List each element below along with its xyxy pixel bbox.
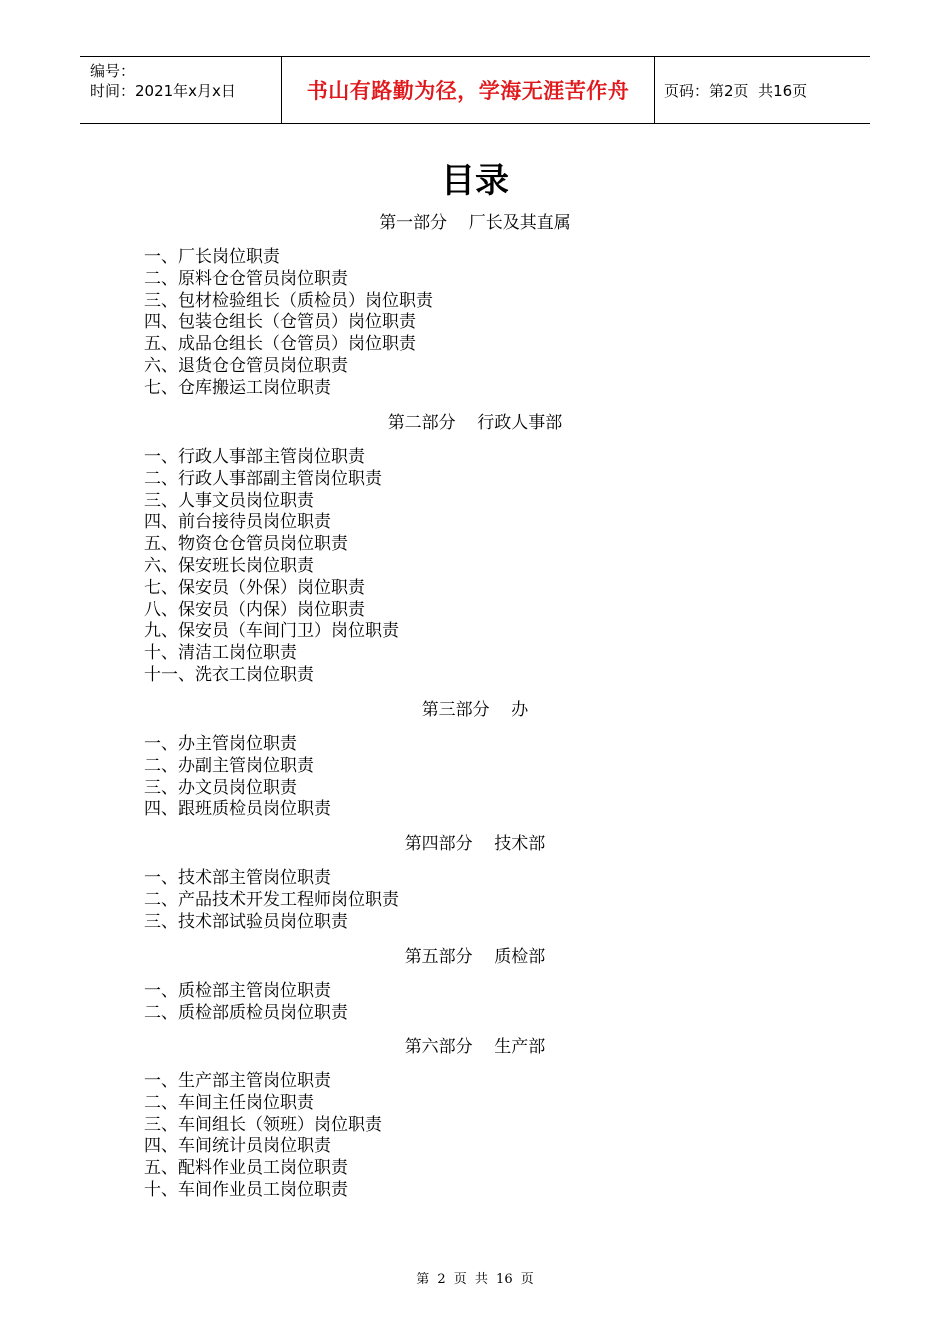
list-item: 二、办副主管岗位职责: [144, 755, 314, 776]
section-heading-1: 第一部分 厂长及其直属: [379, 213, 571, 233]
section-list-4: [144, 868, 399, 933]
header-motto: 书山有路勤为径，学海无涯苦作舟: [281, 57, 655, 123]
section-heading-5: 第五部分 质检部: [404, 947, 546, 967]
list-item: 十一、洗衣工岗位职责: [144, 664, 314, 685]
list-item: 四、前台接待员岗位职责: [144, 512, 331, 533]
page-title: 目录: [441, 161, 509, 201]
list-item: 四、包装仓组长（仓管员）岗位职责: [144, 312, 416, 333]
list-item: 一、质检部主管岗位职责: [144, 981, 331, 1001]
section-heading-6: 第六部分 生产部: [404, 1037, 546, 1057]
list-item: 六、保安班长岗位职责: [144, 555, 314, 576]
list-item: 七、保安员（外保）岗位职责: [144, 577, 365, 598]
list-item: 一、技术部主管岗位职责: [144, 868, 331, 888]
number-label: 编号：: [90, 62, 136, 80]
list-item: 二、质检部质检员岗位职责: [144, 1002, 348, 1023]
list-item: 八、保安员（内保）岗位职责: [144, 599, 365, 620]
list-item: 一、办主管岗位职责: [144, 734, 297, 754]
time-label: 时间：2021年x月x日: [90, 82, 236, 100]
list-item: 九、保安员（车间门卫）岗位职责: [144, 621, 399, 642]
list-item: 七、仓库搬运工岗位职责: [144, 377, 331, 398]
list-item: 四、车间统计员岗位职责: [144, 1136, 331, 1157]
page-info: 页码：第2页 共16页: [664, 81, 808, 100]
list-item: 三、车间组长（领班）岗位职责: [144, 1114, 382, 1135]
list-item: 二、产品技术开发工程师岗位职责: [144, 889, 399, 910]
section-list-6: [144, 1071, 382, 1202]
list-item: 十、清洁工岗位职责: [144, 643, 297, 664]
list-item: 四、跟班质检员岗位职责: [144, 799, 331, 820]
header-right: [655, 57, 870, 123]
list-item: 五、配料作业员工岗位职责: [144, 1158, 348, 1179]
list-item: 二、车间主任岗位职责: [144, 1092, 314, 1113]
list-item: 二、原料仓仓管员岗位职责: [144, 268, 348, 289]
list-item: 一、厂长岗位职责: [144, 247, 280, 267]
page-header: [80, 56, 870, 124]
list-item: 五、成品仓组长（仓管员）岗位职责: [144, 334, 416, 355]
list-item: 三、包材检验组长（质检员）岗位职责: [144, 290, 433, 311]
list-item: 六、退货仓仓管员岗位职责: [144, 355, 348, 376]
list-item: 一、生产部主管岗位职责: [144, 1071, 331, 1091]
list-item: 一、行政人事部主管岗位职责: [144, 447, 365, 467]
section-list-3: [144, 734, 331, 821]
section-list-1: [144, 247, 433, 400]
list-item: 五、物资仓仓管员岗位职责: [144, 534, 348, 555]
list-item: 三、技术部试验员岗位职责: [144, 911, 348, 932]
section-heading-4: 第四部分 技术部: [404, 834, 546, 854]
list-item: 三、人事文员岗位职责: [144, 490, 314, 511]
section-heading-3: 第三部分 办: [421, 700, 529, 720]
list-item: 三、办文员岗位职责: [144, 777, 297, 798]
page-footer: 第 2 页 共 16 页: [416, 1272, 534, 1287]
list-item: 十、车间作业员工岗位职责: [144, 1179, 348, 1200]
section-heading-2: 第二部分 行政人事部: [387, 413, 563, 433]
list-item: 二、行政人事部副主管岗位职责: [144, 468, 382, 489]
section-list-5: [144, 981, 348, 1025]
header-left: [80, 57, 281, 123]
section-list-2: [144, 447, 399, 687]
